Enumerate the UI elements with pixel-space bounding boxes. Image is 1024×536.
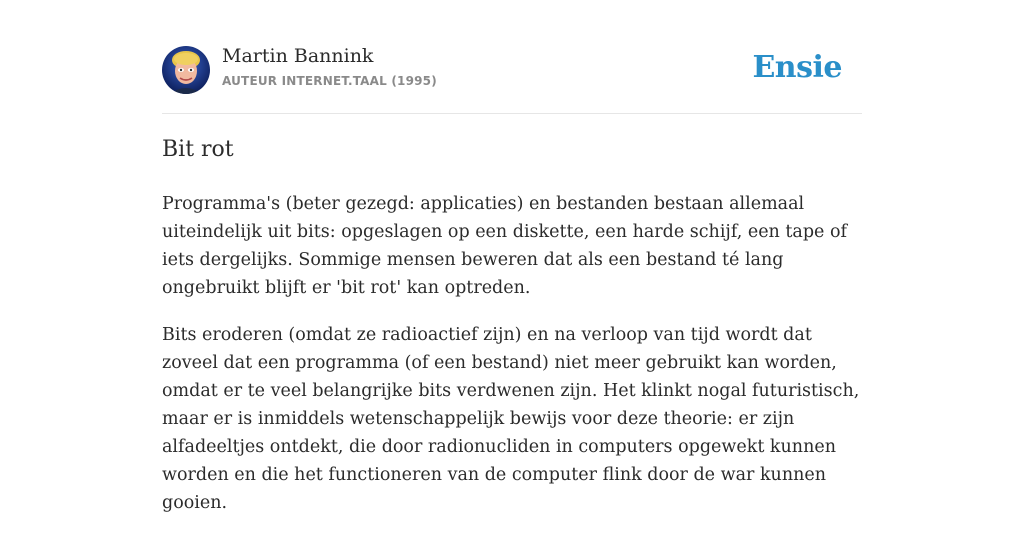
author-photo (162, 46, 210, 94)
entry-paragraph: Programma's (beter gezegd: applicaties) en bestanden bestaan allemaal uiteindelijk uit bits: opgeslagen op een diskette, een harde schijf, een tape of iets dergelijks. Sommige mensen beweren dat als een bestand té lang ongebruikt blijft er 'bit rot' kan optreden. (162, 194, 847, 298)
entry-card (162, 0, 862, 513)
author-avatar[interactable] (162, 46, 210, 94)
author-name[interactable]: Martin Bannink (222, 45, 374, 67)
author-subtitle: AUTEUR INTERNET.TAAL (1995) (222, 74, 437, 88)
brand-logo[interactable]: Ensie (752, 50, 842, 85)
entry-header (162, 0, 862, 114)
entry-title: Bit rot (162, 137, 234, 162)
entry-paragraph: Bits eroderen (omdat ze radioactief zijn) en na verloop van tijd wordt dat zoveel dat een programma (of een bestand) niet meer gebruikt kan worden, omdat er te veel belangrijke bits verdwenen zijn. Het klinkt nogal futuristisch, maar er is inmiddels wetenschappelijk bewijs voor deze theorie: er zijn alfadeeltjes ontdekt, die door radionucliden in computers opgewekt kunnen worden en die het functioneren van de computer flink door de war kunnen gooien. (162, 325, 860, 513)
entry-body (162, 190, 862, 536)
